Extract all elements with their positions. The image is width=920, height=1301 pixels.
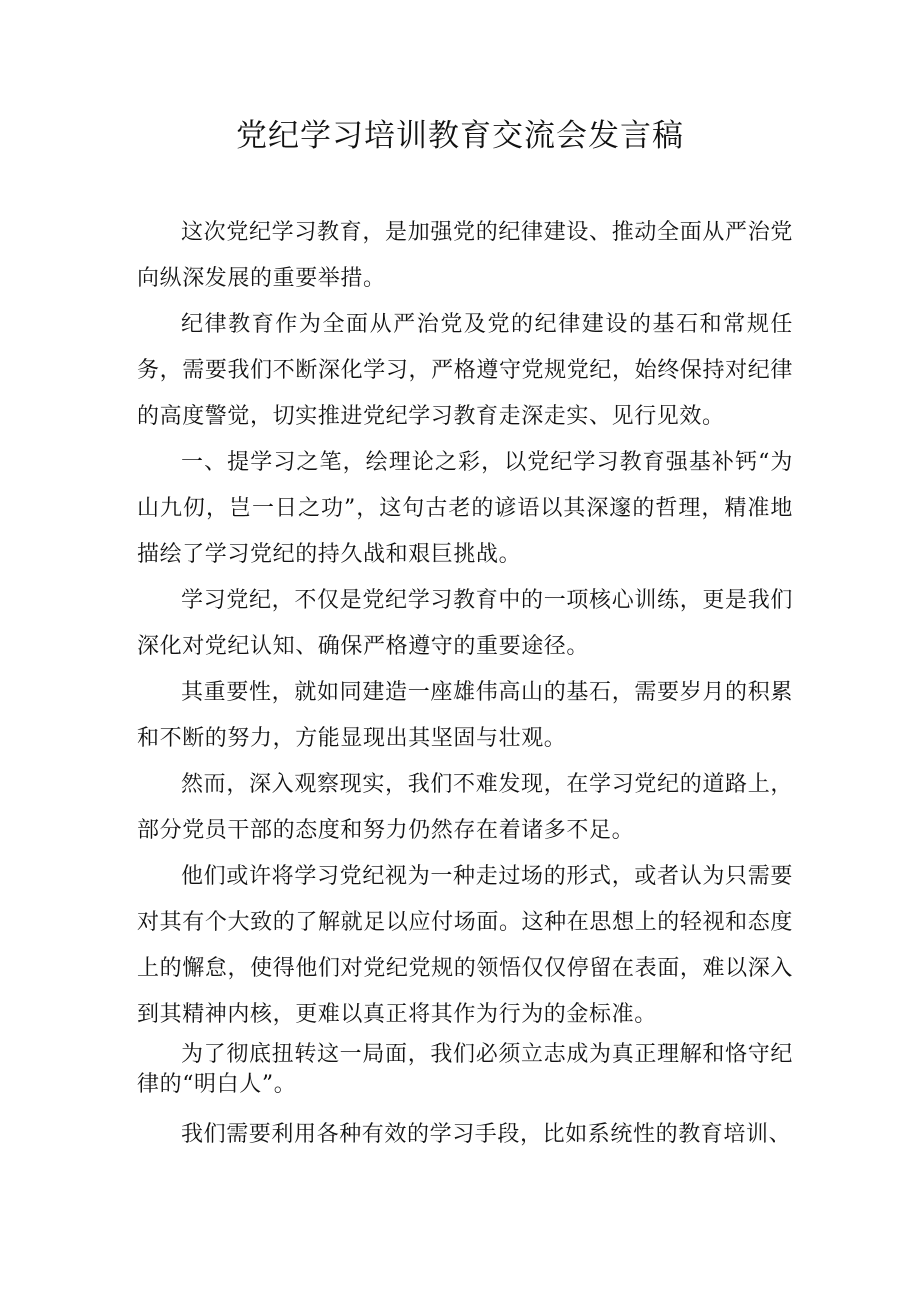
paragraph-5: 其重要性，就如同建造一座雄伟高山的基石，需要岁月的积累和不断的努力，方能显现出其坚固与壮观。 [137,680,793,751]
paragraph-3: 一、提学习之笔，绘理论之彩，以党纪学习教育强基补钙“为山九仞，岂一日之功”，这句古老的谚语以其深邃的哲理，精准地描绘了学习党纪的持久战和艰巨挑战。 [137,450,793,567]
paragraph-6: 然而，深入观察现实，我们不难发现，在学习党纪的道路上，部分党员干部的态度和努力仍然存在着诸多不足。 [137,772,793,843]
paragraph-9: 我们需要利用各种有效的学习手段，比如系统性的教育培训、 [181,1122,792,1147]
paragraph-2: 纪律教育作为全面从严治党及党的纪律建设的基石和常规任务，需要我们不断深化学习，严格遵守党规党纪，始终保持对纪律的高度警觉，切实推进党纪学习教育走深走实、见行见效。 [137,312,793,429]
document-title: 党纪学习培训教育交流会发言稿 [236,118,684,154]
document-body [137,210,793,1158]
paragraph-4: 学习党纪，不仅是党纪学习教育中的一项核心训练，更是我们深化对党纪认知、确保严格遵守的重要途径。 [137,588,793,659]
paragraph-7: 他们或许将学习党纪视为一种走过场的形式，或者认为只需要对其有个大致的了解就足以应付场面。这种在思想上的轻视和态度上的懈怠，使得他们对党纪党规的领悟仅仅停留在表面，难以深入到其精神内核，更难以真正将其作为行为的金标准。 [137,864,793,1027]
paragraph-1: 这次党纪学习教育，是加强党的纪律建设、推动全面从严治党向纵深发展的重要举措。 [137,220,793,291]
paragraph-8: 为了彻底扭转这一局面，我们必须立志成为真正理解和恪守纪律的“明白人”。 [137,1042,793,1097]
